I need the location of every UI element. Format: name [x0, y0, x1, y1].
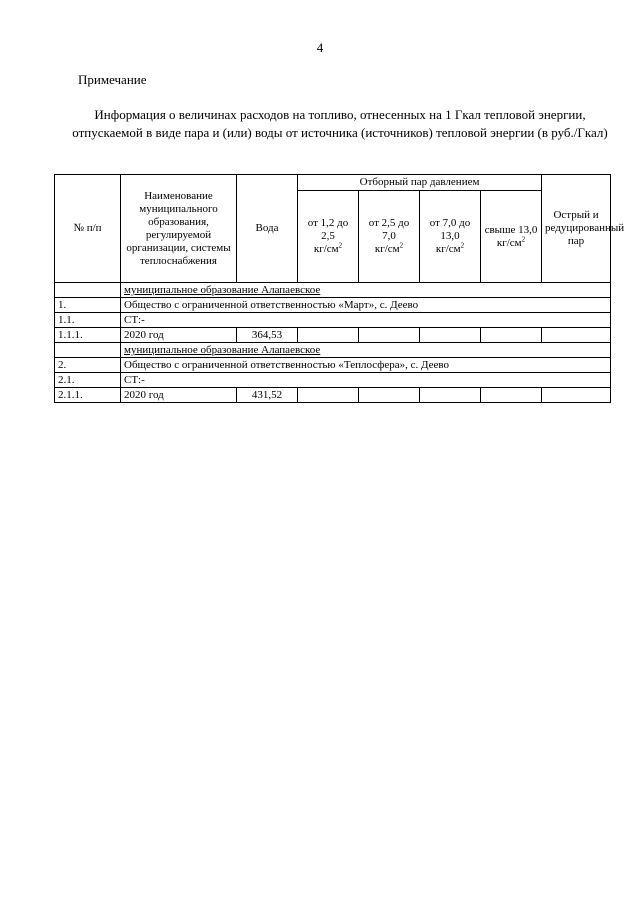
steam-col-range: от 1,2 до 2,5 [307, 217, 349, 242]
cell-empty [359, 328, 420, 343]
cell-municipality: муниципальное образование Алапаевское [121, 283, 611, 298]
steam-col-range: свыше 13,0 [484, 223, 538, 236]
cell-empty [481, 388, 542, 403]
cell-municipality: муниципальное образование Алапаевское [121, 343, 611, 358]
steam-col-unit: кг/см [313, 243, 339, 255]
steam-col-unit: кг/см [435, 243, 461, 255]
header-steam-col [359, 191, 420, 283]
header-steam-col [481, 191, 542, 283]
cell-empty [359, 388, 420, 403]
table-row [55, 328, 611, 343]
header-sharp-steam: Острый и редуцированный пар [542, 175, 611, 283]
document-title: Информация о величинах расходов на топливо, отнесенных на 1 Гкал тепловой энергии, отпускаемой в виде пара и (или) воды от источника (источников) тепловой энергии (в руб./Гкал) [72, 107, 608, 140]
table-row [55, 283, 611, 298]
note-label: Примечание [78, 72, 147, 87]
table-row [55, 358, 611, 373]
steam-col-unit: кг/см [374, 243, 400, 255]
cell-num: 1. [55, 298, 121, 313]
table-row [55, 313, 611, 328]
cell-empty [542, 388, 611, 403]
steam-col-range: от 7,0 до 13,0 [429, 217, 471, 242]
table-row [55, 343, 611, 358]
header-steam-group: Отборный пар давлением [298, 175, 542, 191]
header-num: № п/п [55, 175, 121, 283]
cell-num: 2. [55, 358, 121, 373]
cell-period: 2020 год [121, 388, 237, 403]
cell-empty [298, 328, 359, 343]
header-water: Вода [237, 175, 298, 283]
cell-num [55, 283, 121, 298]
steam-col-unit-sup: 2 [460, 241, 465, 250]
cell-empty [542, 328, 611, 343]
cell-empty [481, 328, 542, 343]
header-steam-col [420, 191, 481, 283]
cell-water-value: 431,52 [237, 388, 298, 403]
cell-num: 1.1. [55, 313, 121, 328]
cell-water-value: 364,53 [237, 328, 298, 343]
cell-system: СТ:- [121, 313, 611, 328]
steam-col-unit-sup: 2 [521, 234, 526, 243]
cell-empty [420, 328, 481, 343]
table-row [55, 388, 611, 403]
steam-col-unit: кг/см [496, 236, 522, 249]
page-number: 4 [316, 40, 324, 55]
cell-num: 1.1.1. [55, 328, 121, 343]
cell-empty [298, 388, 359, 403]
cell-period: 2020 год [121, 328, 237, 343]
header-name: Наименование муниципального образования, регулируемой организации, системы теплоснабжения [121, 175, 237, 283]
cell-num: 2.1.1. [55, 388, 121, 403]
fuel-cost-table [54, 174, 625, 403]
cell-system: СТ:- [121, 373, 611, 388]
cell-organization: Общество с ограниченной ответственностью «Март», с. Деево [121, 298, 611, 313]
steam-col-range: от 2,5 до 7,0 [368, 217, 410, 242]
steam-col-unit-sup: 2 [399, 241, 404, 250]
cell-organization: Общество с ограниченной ответственностью «Теплосфера», с. Деево [121, 358, 611, 373]
table-row [55, 373, 611, 388]
table-row [55, 298, 611, 313]
cell-empty [420, 388, 481, 403]
cell-num [55, 343, 121, 358]
steam-col-unit-sup: 2 [338, 241, 343, 250]
header-steam-col [298, 191, 359, 283]
cell-num: 2.1. [55, 373, 121, 388]
